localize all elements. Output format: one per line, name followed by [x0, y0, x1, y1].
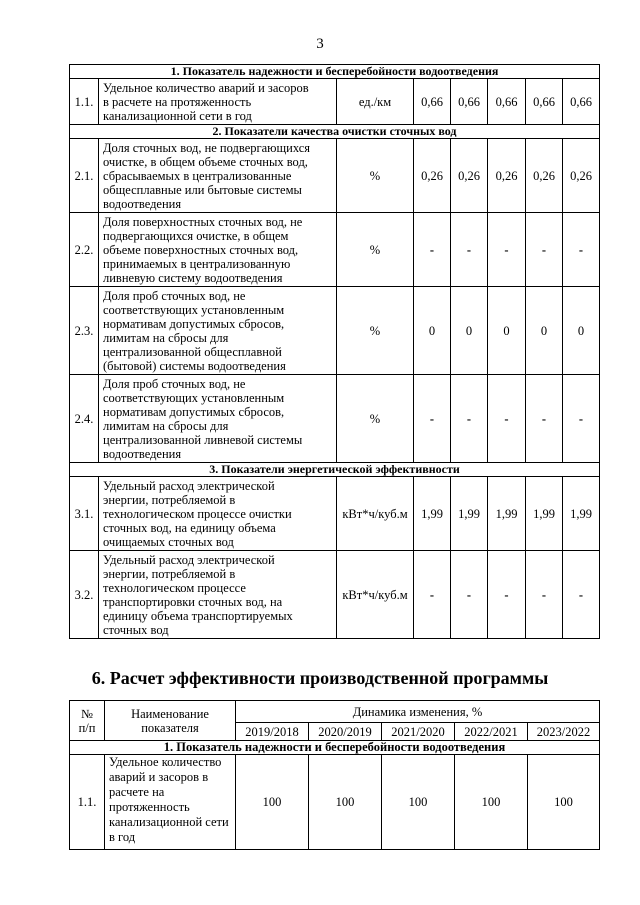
- row-number: 1.1.: [70, 79, 99, 125]
- value-cell: 100: [382, 755, 455, 850]
- indicator-name: [99, 139, 337, 213]
- period-header: 2021/2020: [382, 723, 455, 741]
- value-cell: 0,66: [451, 79, 488, 125]
- indicator-name-line: лимитам на сбросы для: [103, 418, 229, 433]
- unit-cell: %: [337, 375, 414, 463]
- value-cell: 0: [414, 287, 451, 375]
- value-cell: 0,66: [563, 79, 600, 125]
- indicator-name-line: транспортировки сточных вод, на: [103, 594, 283, 609]
- indicator-name-line: технологическом процессе: [103, 580, 246, 595]
- table-row: [70, 375, 600, 463]
- indicator-name-line: принимаемых в централизованную: [103, 256, 291, 271]
- unit-cell: кВт*ч/куб.м: [337, 477, 414, 551]
- indicator-name: [99, 213, 337, 287]
- indicator-name: [99, 375, 337, 463]
- row-number: 1.1.: [70, 755, 105, 850]
- indicator-name-line: Удельный расход электрической: [103, 552, 275, 567]
- value-cell: -: [488, 551, 526, 639]
- value-cell: -: [526, 375, 563, 463]
- value-cell: 0,66: [526, 79, 563, 125]
- value-cell: 0,26: [414, 139, 451, 213]
- value-cell: 0: [488, 287, 526, 375]
- value-cell: -: [526, 213, 563, 287]
- value-cell: -: [526, 551, 563, 639]
- row-number: 2.3.: [70, 287, 99, 375]
- header-dynamics: Динамика изменения, %: [236, 701, 600, 723]
- unit-cell: кВт*ч/куб.м: [337, 551, 414, 639]
- indicator-name-line: водоотведения: [103, 196, 182, 211]
- indicator-name: [99, 79, 337, 125]
- row-number: 2.1.: [70, 139, 99, 213]
- value-cell: 0: [526, 287, 563, 375]
- value-cell: -: [414, 551, 451, 639]
- section-title: 1. Показатель надежности и бесперебойности водоотведения: [70, 65, 600, 79]
- period-header: 2022/2021: [455, 723, 528, 741]
- table-row: [70, 477, 600, 551]
- indicator-name-line: водоотведения: [103, 446, 182, 461]
- section-6-heading: 6. Расчет эффективности производственной программы: [91, 668, 549, 688]
- indicator-name-line: сточных вод, на единицу объема: [103, 520, 276, 535]
- table-row: [70, 139, 600, 213]
- period-header: 2023/2022: [528, 723, 600, 741]
- unit-cell: %: [337, 213, 414, 287]
- section-title: 1. Показатель надежности и бесперебойности водоотведения: [70, 741, 600, 755]
- indicator-name-line: централизованной ливневой системы: [103, 432, 303, 447]
- indicator-name-line: подвергающихся очистке, в общем: [103, 228, 289, 243]
- value-cell: -: [488, 375, 526, 463]
- row-number: 3.1.: [70, 477, 99, 551]
- indicator-name-line: технологическом процессе очистки: [103, 506, 292, 521]
- indicator-name-line: очищаемых сточных вод: [103, 534, 234, 549]
- value-cell: 100: [309, 755, 382, 850]
- indicator-name-line: единицу объема транспортируемых: [103, 608, 293, 623]
- value-cell: 1,99: [526, 477, 563, 551]
- table-row: [70, 79, 600, 125]
- page-number: 3: [316, 36, 324, 52]
- indicator-name: [99, 551, 337, 639]
- indicators-table: [69, 64, 600, 639]
- indicator-name-line: Доля поверхностных сточных вод, не: [103, 214, 303, 229]
- period-header: 2020/2019: [309, 723, 382, 741]
- indicator-name-line: соответствующих установленным: [103, 390, 285, 405]
- unit-cell: %: [337, 139, 414, 213]
- indicator-name: [99, 477, 337, 551]
- indicator-name-line: нормативам допустимых сбросов,: [103, 404, 285, 419]
- indicator-name-line: энергии, потребляемой в: [103, 492, 236, 507]
- table-row: [70, 551, 600, 639]
- unit-cell: ед./км: [337, 79, 414, 125]
- indicator-name-line: Доля проб сточных вод, не: [103, 376, 246, 391]
- indicator-name-line: сточных вод: [103, 622, 169, 637]
- value-cell: 0: [563, 287, 600, 375]
- indicator-name-line: энергии, потребляемой в: [103, 566, 236, 581]
- indicator-name-line: соответствующих установленным: [103, 302, 285, 317]
- value-cell: 1,99: [451, 477, 488, 551]
- period-header: 2019/2018: [236, 723, 309, 741]
- value-cell: 0: [451, 287, 488, 375]
- indicator-name-line: Доля сточных вод, не подвергающихся: [103, 140, 311, 155]
- value-cell: -: [414, 375, 451, 463]
- indicator-name-line: сбрасываемых в централизованные: [103, 168, 292, 183]
- indicator-name-line: нормативам допустимых сбросов,: [103, 316, 285, 331]
- value-cell: -: [563, 375, 600, 463]
- row-number: 2.2.: [70, 213, 99, 287]
- value-cell: 0,66: [488, 79, 526, 125]
- value-cell: 0,26: [488, 139, 526, 213]
- value-cell: -: [488, 213, 526, 287]
- indicator-name-line: Удельное количество аварий и засоров: [103, 80, 309, 95]
- indicator-name-line: Удельный расход электрической: [103, 478, 275, 493]
- section-title: 2. Показатели качества очистки сточных вод: [70, 125, 600, 139]
- value-cell: 1,99: [563, 477, 600, 551]
- value-cell: 100: [528, 755, 600, 850]
- indicator-name-line: централизованной общесплавной: [103, 344, 282, 359]
- value-cell: 100: [455, 755, 528, 850]
- value-cell: -: [563, 551, 600, 639]
- value-cell: 100: [236, 755, 309, 850]
- indicator-name-line: Доля проб сточных вод, не: [103, 288, 246, 303]
- indicator-name: Удельное количество аварий и засоров в расчете на протяженность канализационной сети в год: [105, 755, 236, 850]
- header-name: Наименование показателя: [105, 701, 236, 741]
- value-cell: -: [563, 213, 600, 287]
- value-cell: 0,26: [451, 139, 488, 213]
- unit-cell: %: [337, 287, 414, 375]
- value-cell: 0,66: [414, 79, 451, 125]
- value-cell: 0,26: [526, 139, 563, 213]
- value-cell: -: [451, 375, 488, 463]
- header-num: № п/п: [70, 701, 105, 741]
- table-row: [70, 213, 600, 287]
- indicator-name-line: объеме поверхностных сточных вод,: [103, 242, 299, 257]
- value-cell: 1,99: [488, 477, 526, 551]
- indicator-name-line: общесплавные или бытовые системы: [103, 182, 302, 197]
- indicator-name-line: в расчете на протяженность: [103, 94, 252, 109]
- indicator-name: [99, 287, 337, 375]
- indicator-name-line: ливневую систему водоотведения: [103, 270, 283, 285]
- indicator-name-line: лимитам на сбросы для: [103, 330, 229, 345]
- row-number: 3.2.: [70, 551, 99, 639]
- value-cell: -: [451, 213, 488, 287]
- indicator-name-line: (бытовой) системы водоотведения: [103, 358, 286, 373]
- table-row: [70, 287, 600, 375]
- value-cell: -: [451, 551, 488, 639]
- value-cell: -: [414, 213, 451, 287]
- section-title: 3. Показатели энергетической эффективности: [70, 463, 600, 477]
- efficiency-table: [69, 700, 600, 850]
- indicator-name-line: канализационной сети в год: [103, 108, 252, 123]
- value-cell: 1,99: [414, 477, 451, 551]
- row-number: 2.4.: [70, 375, 99, 463]
- indicator-name-line: очистке, в общем объеме сточных вод,: [103, 154, 308, 169]
- value-cell: 0,26: [563, 139, 600, 213]
